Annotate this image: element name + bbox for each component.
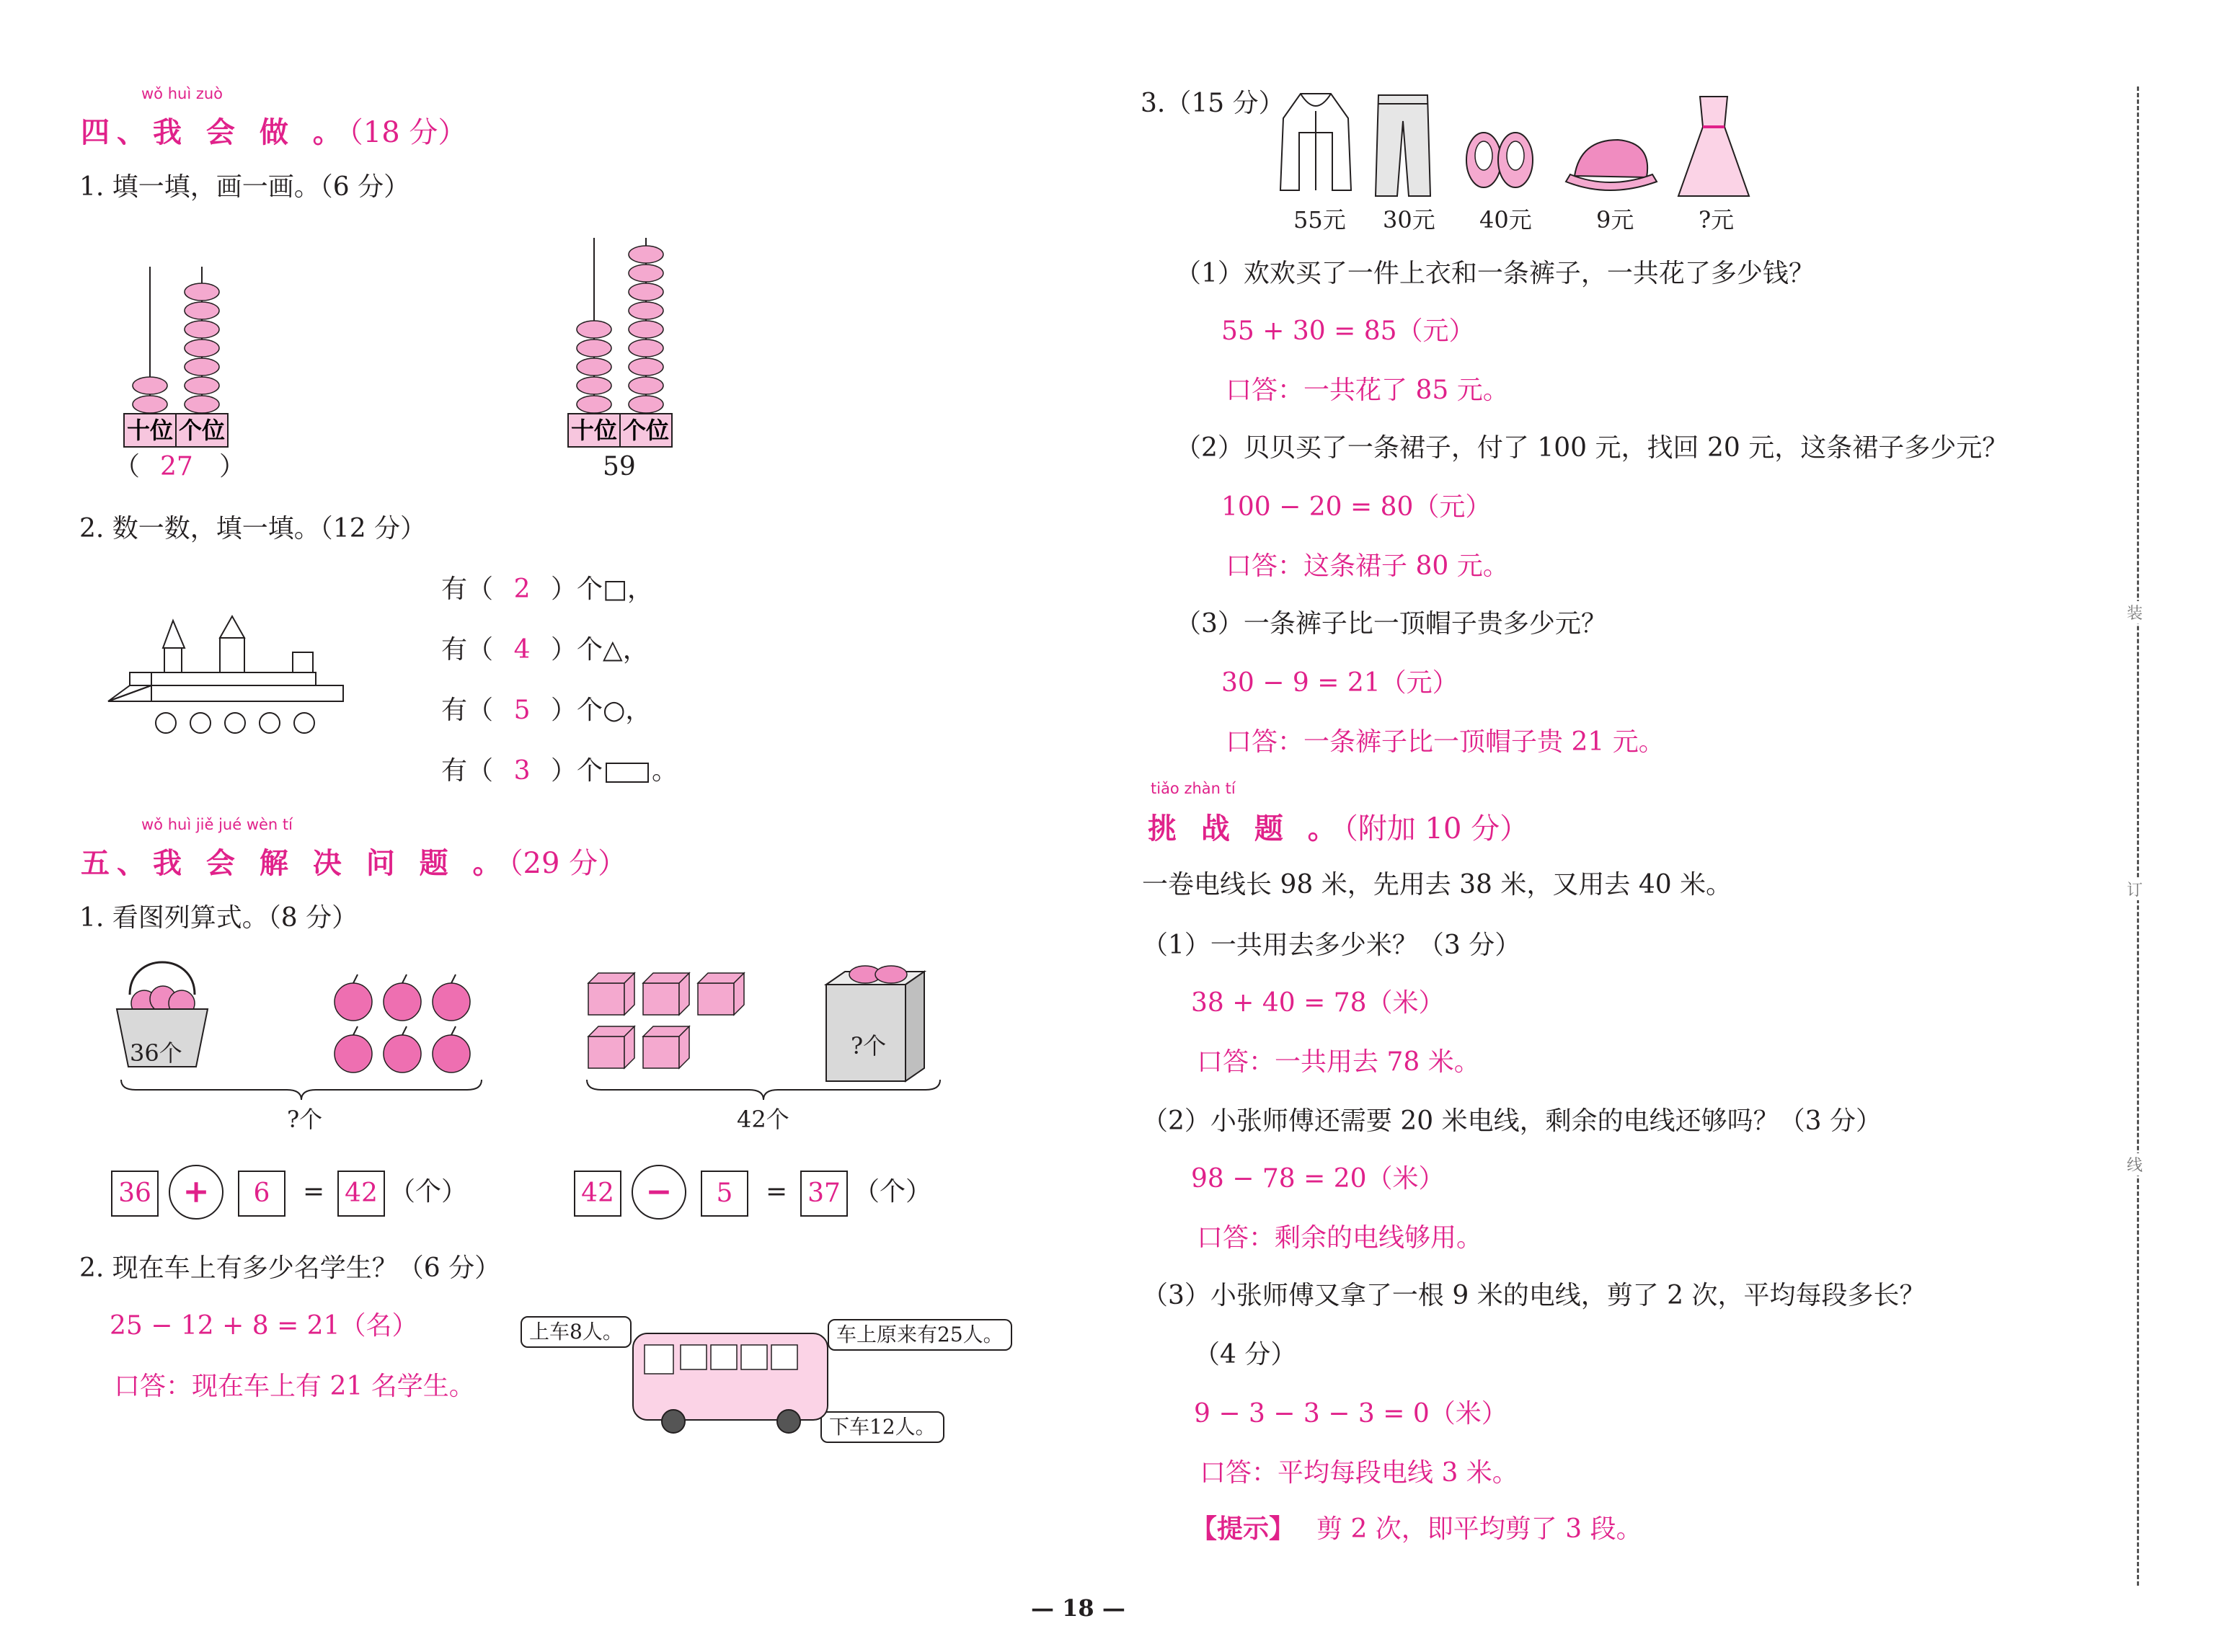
jacket-icon [1276,89,1355,197]
bubble-original: 车上原来有25人。 [828,1319,1012,1351]
ones-label: 个位 [622,417,670,444]
cube-icon [643,1026,689,1068]
abacus-bead [629,321,663,338]
eq1-eq: = [303,1177,325,1207]
abacus1-answer: 27 [160,452,193,481]
sec4-pinyin: wǒ huì zuò [141,85,223,102]
challenge-score: （附加 10 分） [1343,812,1529,845]
row-suffix: ）个□， [551,574,654,604]
price-jacket: 55元 [1293,206,1346,234]
price-cap: 9元 [1596,206,1634,234]
cube-icon [588,973,634,1015]
q1-title: 1. 填一填，画一画。（6 分） [79,172,410,202]
eq1-op: + [169,1165,223,1220]
q3-p1-formula: 55 + 30 = 85（元） [1221,316,1475,346]
brace2-label: 42个 [737,1106,789,1133]
challenge-p3-formula: 9 − 3 − 3 − 3 = 0（米） [1194,1399,1507,1429]
q3-p2-answer: 口答：这条裙子 80 元。 [1226,551,1509,581]
q51-title: 1. 看图列算式。（8 分） [79,903,358,933]
ones-label: 个位 [178,417,226,444]
q2-row-3 [441,695,651,727]
eq1-a: 36 [111,1171,159,1217]
rectangle-shape [130,672,316,685]
tens-label: 十位 [126,417,174,444]
abacus-bead [185,283,219,301]
q3-p1-question: （1）欢欢买了一件上衣和一条裤子，一共花了多少钱？ [1175,259,1815,288]
gift-label: ?个 [851,1032,887,1060]
bus-icon [630,1331,832,1439]
brace-1 [121,1080,482,1101]
page-number: — 18 — [1031,1594,1125,1622]
row-suffix: ）个 [551,756,603,786]
triangle-shape [163,621,185,648]
challenge-p2-answer: 口答：剩余的电线够用。 [1197,1223,1483,1253]
basket-label: 36个 [130,1039,182,1067]
abacus-bead [629,358,663,376]
q52-answer: 口答：现在车上有 21 名学生。 [114,1372,475,1401]
row-prefix: 有（ [441,756,494,786]
bubble-get-on: 上车8人。 [521,1316,632,1348]
sec5-score: （29 分） [508,847,627,880]
cube-icon [588,1026,634,1068]
sec4-heading [81,110,466,151]
abacus-bead [577,339,611,357]
square-shape [293,652,313,672]
challenge-p1-question: （1）一共用去多少米？（3 分） [1142,931,1521,960]
eq2-eq: = [766,1177,788,1207]
abacus-bead [185,302,219,319]
apple-icon [335,1035,372,1073]
row-prefix: 有（ [441,696,494,725]
hint-label: 【提示】 [1191,1514,1296,1544]
binding-line [2137,86,2139,1586]
abacus-bead [629,302,663,319]
q3-p2-formula: 100 − 20 = 80（元） [1221,492,1492,522]
row-answer: 2 [513,574,531,604]
hint-text: 剪 2 次，即平均剪了 3 段。 [1316,1514,1642,1544]
apple-icon [384,1035,421,1073]
rectangle-shape [151,685,343,701]
binding-label-zhuang: 装 [2127,601,2143,623]
challenge-p1-formula: 38 + 40 = 78（米） [1191,988,1445,1018]
brace-2 [587,1080,940,1101]
eq2-a: 42 [574,1171,621,1217]
gift-box [826,966,934,1088]
bubble-get-off: 下车12人。 [820,1411,944,1443]
price-dress: ?元 [1699,206,1735,234]
rectangle-shape [220,638,244,672]
challenge-intro: 一卷电线长 98 米，先用去 38 米，又用去 40 米。 [1142,870,1732,900]
challenge-p3-answer: 口答：平均每段电线 3 米。 [1200,1458,1518,1488]
apple-icon [433,1035,470,1073]
challenge-pinyin: tiǎo zhàn tí [1151,780,1236,797]
cubes-group [588,973,761,1081]
row-prefix: 有（ [441,574,494,604]
q3-title: 3.（15 分） [1141,89,1285,118]
price-pants: 30元 [1383,206,1435,234]
row-suffix: ）个△， [551,635,649,665]
abacus-bead [133,396,167,413]
challenge-p1-answer: 口答：一共用去 78 米。 [1197,1047,1480,1077]
row-answer: 3 [513,756,531,786]
abacus-2 [559,231,682,447]
abacus-bead [185,377,219,394]
abacus-bead [629,339,663,357]
rectangle-icon [606,763,649,783]
triangle-shape [108,685,151,701]
eq2-op: − [632,1165,686,1220]
q2-row-2 [441,634,649,666]
square-shape [164,648,182,672]
tens-label: 十位 [570,417,618,444]
eq1-b: 6 [238,1171,285,1217]
abacus-bead [185,339,219,357]
abacus1-open: （ [114,452,141,481]
apple-icon [433,983,470,1021]
challenge-p2-question: （2）小张师傅还需要 20 米电线，剩余的电线还够吗？（3 分） [1142,1106,1882,1136]
binding-label-ding: 订 [2127,878,2143,900]
circle-shape [260,713,280,733]
price-shoes: 40元 [1479,206,1532,234]
apple-icon [335,983,372,1021]
abacus2-number: 59 [603,452,636,481]
q3-p3-formula: 30 − 9 = 21（元） [1221,668,1458,698]
q3-p1-answer: 口答：一共花了 85 元。 [1226,376,1509,405]
row-answer: 5 [513,696,531,725]
cube-icon [643,973,689,1015]
abacus-bead [185,358,219,376]
abacus-1 [115,259,238,447]
abacus-bead [629,377,663,394]
abacus-bead [577,377,611,394]
pants-icon [1374,92,1432,200]
brace1-label: ?个 [287,1106,323,1133]
abacus-bead [577,396,611,413]
abacus-bead [629,283,663,301]
q3-p3-question: （3）一条裤子比一顶帽子贵多少元？ [1175,609,1607,639]
sec5-title: 五、我 会 解 决 问 题 。 [81,847,509,880]
q3-p3-answer: 口答：一条裤子比一顶帽子贵 21 元。 [1226,727,1665,757]
sec5-pinyin: wǒ huì jiě jué wèn tí [141,816,293,833]
circle-shape [190,713,211,733]
q52-formula: 25 − 12 + 8 = 21（名） [110,1311,418,1341]
cap-icon [1566,137,1660,195]
abacus-bead [577,358,611,376]
q2-title: 2. 数一数，填一填。（12 分） [79,514,427,543]
sec4-score: （18 分） [348,116,467,149]
abacus-bead [133,377,167,394]
abacus-bead [577,321,611,338]
abacus-bead [629,265,663,282]
q2-row-1 [441,574,653,605]
eq2-unit: （个） [854,1177,932,1207]
row-tail: 。 [652,756,678,786]
challenge-title: 挑 战 题 。 [1148,812,1344,845]
row-suffix: ）个○， [551,696,652,725]
hint-row [1191,1514,1642,1545]
eq1-r: 42 [337,1171,385,1217]
q2-row-4 [441,755,678,787]
dress-icon [1674,92,1753,200]
q52-title: 2. 现在车上有多少名学生？（6 分） [79,1253,501,1283]
row-prefix: 有（ [441,635,494,665]
shoes-icon [1464,127,1536,192]
triangle-shape [220,616,244,638]
apple-icon [384,983,421,1021]
sec5-heading [81,840,627,881]
circle-shape [156,713,176,733]
sec4-title: 四、我 会 做 。 [81,116,349,149]
row-answer: 4 [513,635,531,665]
circle-shape [294,713,314,733]
abacus-bead [185,321,219,338]
abacus-bead [629,246,663,263]
cube-icon [698,973,744,1015]
circle-shape [225,713,245,733]
binding-label-xian: 线 [2127,1153,2143,1176]
shape-ship [108,616,346,753]
challenge-heading [1148,806,1528,847]
challenge-p2-formula: 98 − 78 = 20（米） [1191,1164,1445,1194]
eq1-unit: （个） [389,1177,468,1207]
abacus-bead [629,396,663,413]
challenge-p3-score: （4 分） [1194,1340,1297,1369]
q3-p2-question: （2）贝贝买了一条裙子，付了 100 元，找回 20 元，这条裙子多少元？ [1175,433,2009,463]
abacus1-close: ） [219,452,246,481]
apples-group [332,973,483,1074]
challenge-p3-question: （3）小张师傅又拿了一根 9 米的电线，剪了 2 次，平均每段多长？ [1142,1281,1926,1310]
abacus-bead [185,396,219,413]
eq2-r: 37 [800,1171,848,1217]
eq2-b: 5 [701,1171,748,1217]
